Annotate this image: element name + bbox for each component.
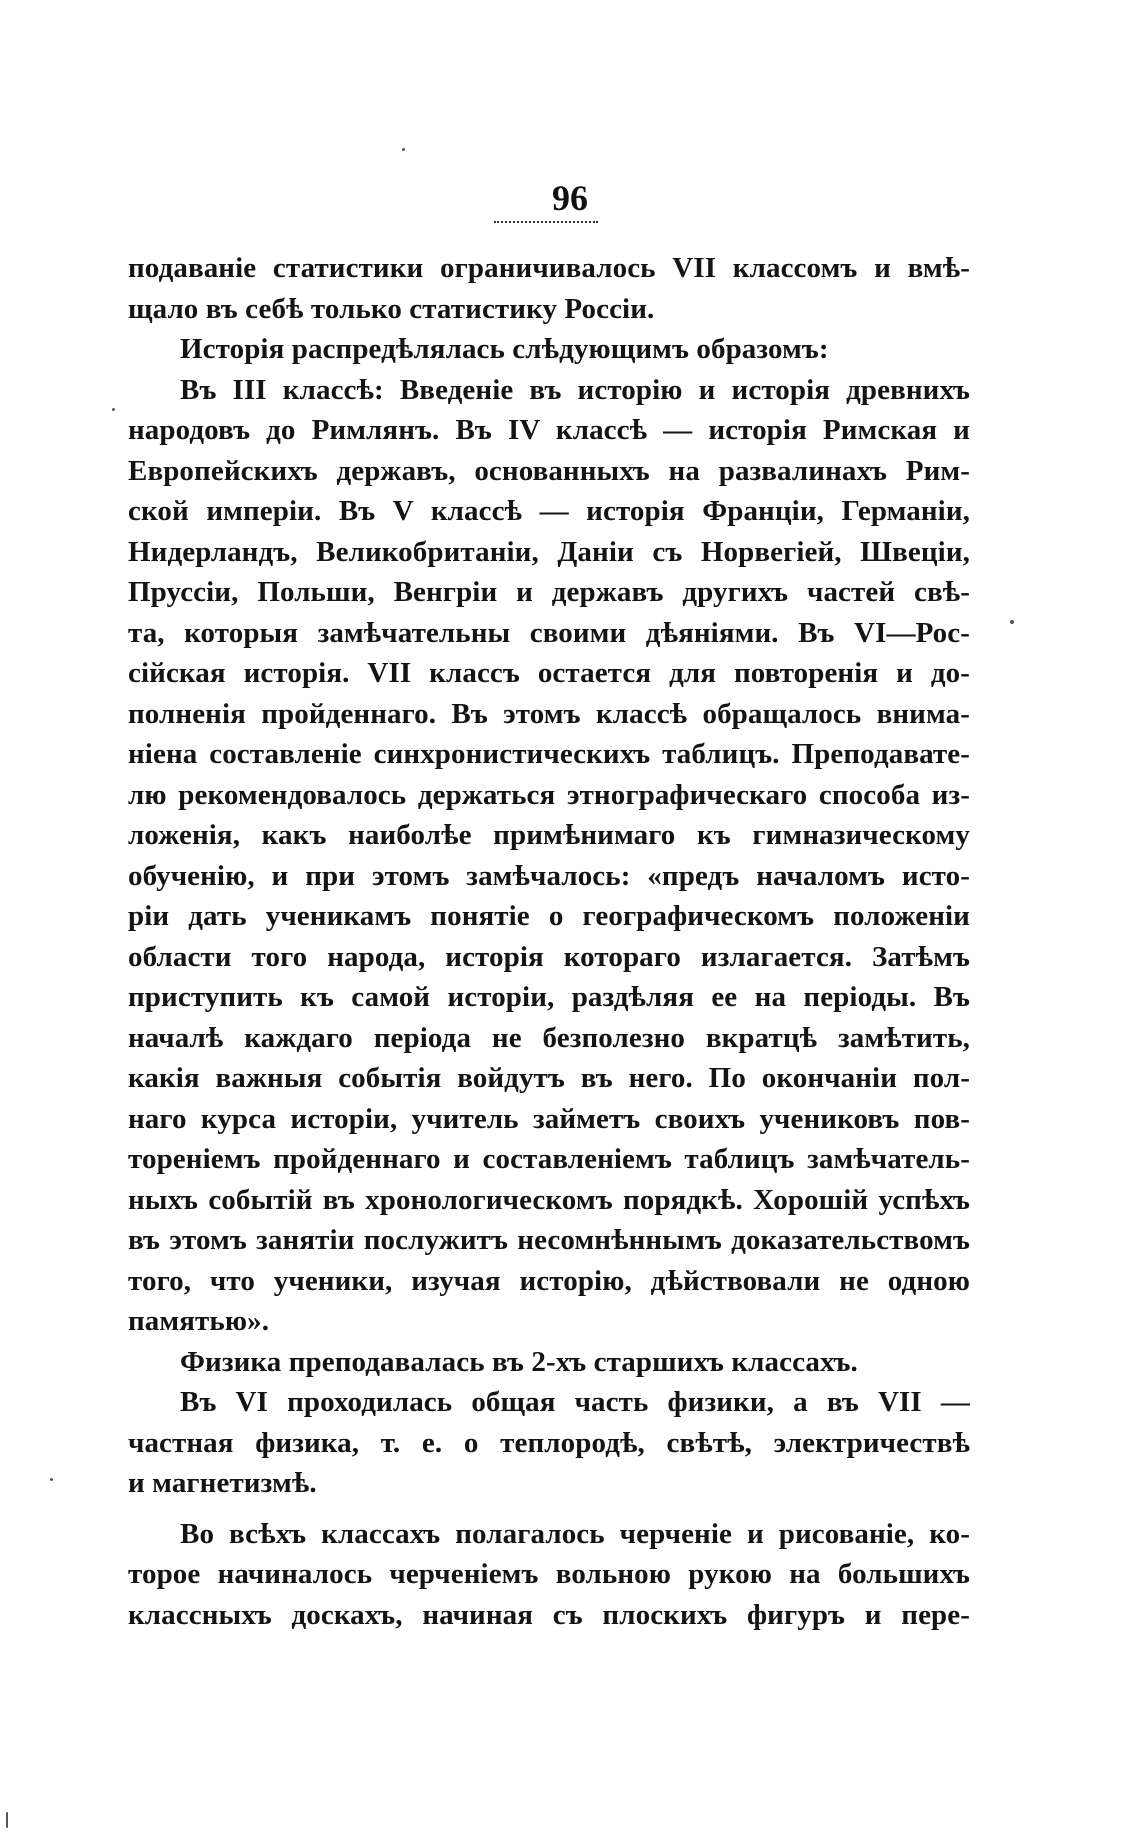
- text-line: ложенія, какъ наиболѣе примѣнимаго къ гимназическому: [128, 819, 970, 851]
- text-line: лю рекомендовалось держаться этнографическаго способа из-: [128, 778, 970, 811]
- text-line: началѣ каждаго періода не безполезно вкратцѣ замѣтить,: [128, 1021, 970, 1054]
- text-line: народовъ до Римлянъ. Въ IV классѣ — исторія Римская и: [128, 414, 970, 446]
- text-line: классныхъ доскахъ, начиная съ плоскихъ фигуръ и пере-: [128, 1598, 970, 1631]
- text-line: Въ VI проходилась общая часть физики, а въ VII —: [180, 1386, 970, 1418]
- text-line: какія важныя событія войдутъ въ него. По окончаніи пол-: [128, 1062, 970, 1094]
- text-line: полненія пройденнаго. Въ этомъ классѣ обращалось внима-: [128, 697, 970, 730]
- page-number: 96: [552, 178, 588, 218]
- text-line: ніена составленіе синхронистическихъ таблицъ. Преподавате-: [128, 738, 970, 770]
- text-line: ской имперіи. Въ V классѣ — исторія Франціи, Германіи,: [128, 495, 970, 527]
- scan-speck: [112, 408, 115, 411]
- scan-speck: [1010, 620, 1014, 624]
- text-line: частная физика, т. е. о теплородѣ, свѣтѣ, электричествѣ: [128, 1426, 970, 1459]
- text-line: торое начиналось черченіемъ вольною рукою на большихъ: [128, 1558, 970, 1590]
- text-line: и магнетизмѣ.: [128, 1467, 317, 1499]
- text-line: области того народа, исторія котораго излагается. Затѣмъ: [128, 940, 970, 973]
- text-line: подаваніе статистики ограничивалось VII классомъ и вмѣ-: [128, 252, 970, 284]
- text-line: Физика преподавалась въ 2-хъ старшихъ классахъ.: [180, 1345, 858, 1378]
- text-line: та, которыя замѣчательны своими дѣяніями. Въ VI—Рос-: [128, 616, 970, 649]
- text-line: наго курса исторіи, учитель займетъ своихъ учениковъ пов-: [128, 1102, 970, 1135]
- scan-speck: [50, 1478, 53, 1481]
- text-line: Европейскихъ державъ, основанныхъ на развалинахъ Рим-: [128, 454, 970, 487]
- text-line: ныхъ событій въ хронологическомъ порядкѣ. Хорошій успѣхъ: [128, 1183, 970, 1216]
- paragraph-gap: [128, 1504, 970, 1514]
- text-line: Въ III классѣ: Введеніе въ исторію и исторія древнихъ: [180, 373, 970, 406]
- text-line: тореніемъ пройденнаго и составленіемъ таблицъ замѣчатель-: [128, 1143, 970, 1175]
- body-text: [128, 248, 970, 1635]
- scan-speck: [6, 1812, 8, 1828]
- text-line: щало въ себѣ только статистику Россіи.: [128, 292, 655, 325]
- text-line: обученію, и при этомъ замѣчалось: «предъ началомъ исто-: [128, 859, 970, 892]
- text-line: того, что ученики, изучая исторію, дѣйствовали не одною: [128, 1264, 970, 1297]
- text-line: памятью».: [128, 1305, 270, 1337]
- text-line: ріи дать ученикамъ понятіе о географическомъ положеніи: [128, 900, 970, 932]
- scan-speck: [402, 148, 405, 151]
- text-line: Пруссіи, Польши, Венгріи и державъ другихъ частей свѣ-: [128, 576, 970, 608]
- text-line: приступить къ самой исторіи, раздѣляя ее на періоды. Въ: [128, 981, 970, 1013]
- text-line: Исторія распредѣлялась слѣдующимъ образомъ:: [180, 333, 829, 365]
- text-line: Во всѣхъ классахъ полагалось черченіе и рисованіе, ко-: [180, 1517, 970, 1550]
- text-line: въ этомъ занятіи послужитъ несомнѣннымъ доказательствомъ: [128, 1224, 970, 1256]
- text-line: сійская исторія. VII классъ остается для повторенія и до-: [128, 657, 970, 689]
- header-dotted-rule: [494, 221, 598, 223]
- text-line: Нидерландъ, Великобританіи, Даніи съ Норвегіей, Швеціи,: [128, 535, 970, 568]
